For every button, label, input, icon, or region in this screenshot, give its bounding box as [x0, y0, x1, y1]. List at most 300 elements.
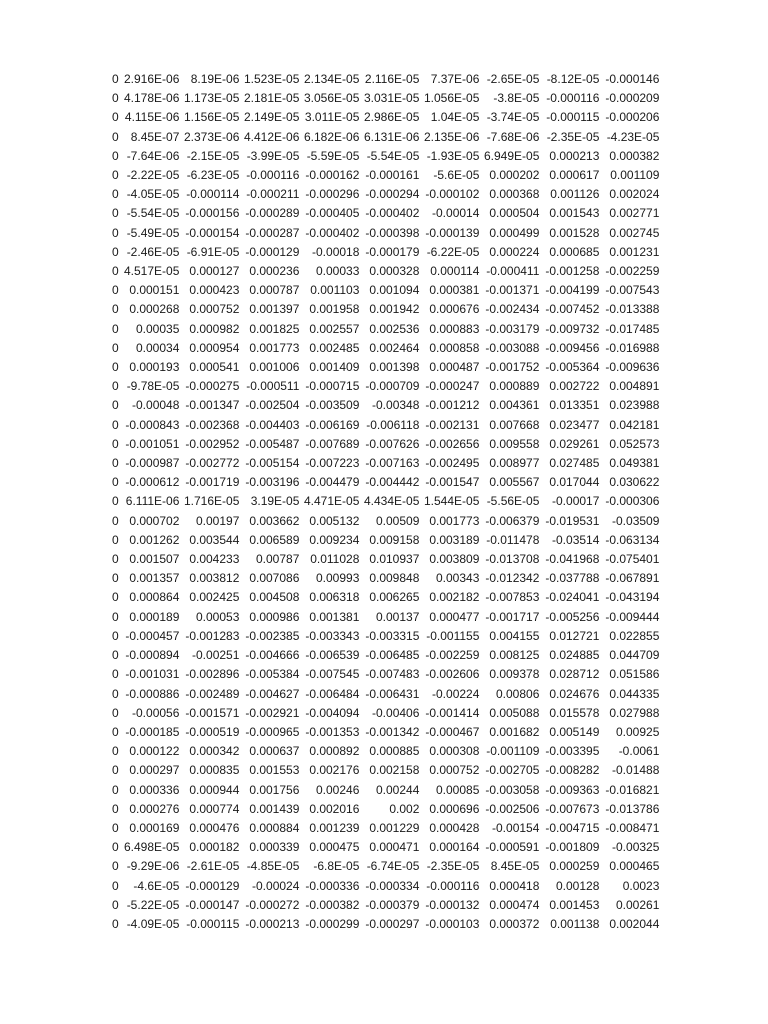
table-cell: -0.000612 [125, 475, 180, 490]
table-cell: 0 [112, 801, 119, 816]
table-cell: -0.000116 [246, 168, 300, 183]
table-cell: -0.007543 [605, 283, 660, 298]
table-row [112, 320, 659, 339]
table-cell: -2.35E-05 [546, 129, 600, 144]
table-cell: 2.986E-05 [364, 110, 420, 125]
table-cell: -0.03514 [552, 532, 600, 547]
table-cell: -0.007223 [305, 456, 360, 471]
table-cell: -0.000116 [546, 91, 600, 106]
table-cell: -5.59E-05 [306, 148, 360, 163]
table-cell: 0 [112, 436, 119, 451]
table-cell: 0.000774 [189, 801, 240, 816]
table-cell: 0.000617 [549, 168, 600, 183]
table-cell: 0.011028 [310, 552, 360, 567]
table-cell: 3.056E-05 [304, 91, 360, 106]
table-cell: 0.000787 [249, 283, 300, 298]
table-cell: -0.001414 [425, 705, 480, 720]
table-cell: -2.46E-05 [126, 244, 180, 259]
table-cell: -0.002259 [425, 648, 480, 663]
table-cell: -3.99E-05 [246, 148, 300, 163]
table-cell: -0.000299 [305, 916, 360, 931]
table-cell: -0.006484 [305, 686, 360, 701]
table-cell: -0.043194 [605, 590, 660, 605]
table-cell: 0.000151 [129, 283, 180, 298]
table-cell: -0.001051 [125, 436, 180, 451]
table-cell: -0.00348 [372, 398, 420, 413]
table-cell: -0.011478 [486, 532, 540, 547]
table-cell: -0.075401 [605, 552, 660, 567]
table-cell: 0.001357 [129, 571, 180, 586]
table-cell: 0.00787 [256, 552, 300, 567]
table-cell: -0.001371 [485, 283, 540, 298]
table-row [112, 761, 659, 780]
table-cell: 0.051586 [609, 667, 660, 682]
table-cell: 0.000372 [489, 916, 540, 931]
table-cell: -0.012342 [485, 571, 540, 586]
table-cell: -0.000115 [186, 916, 240, 931]
table-cell: 0.001439 [249, 801, 300, 816]
table-cell: -0.000519 [185, 724, 240, 739]
table-row [112, 781, 659, 800]
table-cell: -0.000162 [305, 168, 360, 183]
table-cell: 0.000475 [309, 840, 360, 855]
table-cell: 0.001094 [369, 283, 420, 298]
table-cell: 0 [112, 225, 119, 240]
table-cell: -0.000296 [305, 187, 360, 202]
table-cell: -0.000294 [365, 187, 420, 202]
table-row [112, 224, 659, 243]
table-cell: -9.29E-06 [126, 859, 180, 874]
table-cell: -0.00056 [132, 705, 180, 720]
table-cell: 0.000752 [189, 302, 240, 317]
table-cell: 3.19E-05 [250, 494, 300, 509]
table-cell: -0.000336 [305, 878, 360, 893]
table-cell: -1.93E-05 [426, 148, 480, 163]
table-cell: -6.91E-05 [186, 244, 240, 259]
table-cell: -0.000402 [305, 225, 360, 240]
table-cell: 0 [112, 897, 119, 912]
table-cell: 0.00246 [316, 782, 360, 797]
table-cell: -0.005256 [545, 609, 600, 624]
table-cell: 0.000268 [129, 302, 180, 317]
table-cell: 0.000986 [249, 609, 300, 624]
table-cell: 0.003544 [189, 532, 240, 547]
table-cell: 0.0023 [622, 878, 660, 893]
table-cell: 0.009158 [369, 532, 420, 547]
table-cell: -0.009636 [605, 360, 660, 375]
table-cell: 0.001103 [310, 283, 360, 298]
table-cell: 2.116E-05 [364, 72, 420, 86]
table-cell: 0.028712 [549, 667, 600, 682]
table-cell: 0.003189 [429, 532, 480, 547]
table-cell: -4.23E-05 [606, 129, 660, 144]
table-cell: -0.002368 [185, 417, 240, 432]
table-cell: 0.001109 [610, 168, 660, 183]
table-cell: -0.000211 [246, 187, 300, 202]
table-cell: -5.54E-05 [366, 148, 420, 163]
table-cell: -8.12E-05 [546, 72, 600, 86]
table-cell: 0.000336 [129, 782, 180, 797]
table-cell: 0.000858 [429, 340, 480, 355]
table-cell: -6.74E-05 [366, 859, 420, 874]
table-cell: -2.65E-05 [486, 72, 540, 86]
table-cell: -0.019531 [545, 513, 600, 528]
table-cell: 0.000182 [189, 840, 240, 855]
table-cell: 0.000418 [489, 878, 540, 893]
table-cell: -0.004442 [365, 475, 420, 490]
table-cell: 0.005149 [549, 724, 600, 739]
table-cell: -0.002385 [245, 628, 300, 643]
table-cell: -4.85E-05 [246, 859, 300, 874]
table-cell: -0.002131 [425, 417, 480, 432]
table-cell: -0.00018 [312, 244, 360, 259]
table-cell: 0.000259 [549, 859, 600, 874]
table-cell: 0.027988 [609, 705, 660, 720]
table-row [112, 512, 659, 531]
table-cell: 1.523E-05 [244, 72, 300, 86]
table-cell: 0.000892 [309, 744, 360, 759]
table-cell: -0.002259 [605, 264, 660, 279]
table-cell: -0.063134 [605, 532, 660, 547]
table-cell: 0.000864 [129, 590, 180, 605]
table-cell: -0.00251 [192, 648, 240, 663]
table-cell: 6.949E-05 [484, 148, 540, 163]
table-cell: 0.000835 [189, 763, 240, 778]
table-cell: 0 [112, 667, 119, 682]
table-cell: 0 [112, 552, 119, 567]
table-cell: 0.001138 [550, 916, 600, 931]
table-cell: -0.003315 [365, 628, 420, 643]
table-cell: -0.000411 [486, 264, 540, 279]
table-cell: 0.000122 [129, 744, 180, 759]
table-cell: 0.002745 [609, 225, 660, 240]
table-row [112, 358, 659, 377]
table-cell: 0.004891 [609, 379, 660, 394]
data-sheet [112, 70, 672, 934]
table-cell: -0.000129 [245, 244, 300, 259]
table-cell: 0.000944 [189, 782, 240, 797]
table-cell: 0.001507 [129, 552, 180, 567]
table-cell: -0.005364 [545, 360, 600, 375]
table-cell: -0.001347 [185, 398, 240, 413]
table-cell: 0.004155 [489, 628, 540, 643]
table-cell: -0.001719 [185, 475, 240, 490]
table-cell: -0.017485 [605, 321, 660, 336]
table-row [112, 800, 659, 819]
table-cell: 0.001682 [489, 724, 540, 739]
table-cell: 0 [112, 878, 119, 893]
table-cell: -0.009363 [545, 782, 600, 797]
table-cell: -0.008282 [545, 763, 600, 778]
table-cell: 0.002485 [309, 340, 360, 355]
table-cell: -5.54E-05 [126, 206, 180, 221]
table-cell: -0.000115 [546, 110, 600, 125]
table-cell: 0.002044 [609, 916, 660, 931]
table-cell: 0.001398 [369, 360, 420, 375]
table-row [112, 147, 659, 166]
table-cell: -0.000116 [426, 878, 480, 893]
table-cell: 1.716E-05 [184, 494, 240, 509]
table-cell: 0.052573 [609, 436, 660, 451]
table-row [112, 492, 659, 511]
table-cell: -0.000511 [246, 379, 300, 394]
table-row [112, 838, 659, 857]
table-cell: -0.001212 [425, 398, 480, 413]
table-cell: 0.002425 [189, 590, 240, 605]
table-row [112, 588, 659, 607]
table-cell: -0.007689 [305, 436, 360, 451]
table-cell: 0.024885 [549, 648, 600, 663]
table-cell: -0.009732 [545, 321, 600, 336]
table-cell: -2.15E-05 [186, 148, 240, 163]
table-cell: -0.001717 [485, 609, 540, 624]
table-cell: 0.000637 [249, 744, 300, 759]
table-cell: 0.000541 [189, 360, 240, 375]
table-cell: 0.002 [389, 801, 420, 816]
table-row [112, 166, 659, 185]
table-cell: 0.008125 [489, 648, 540, 663]
table-cell: 0.000381 [429, 283, 480, 298]
table-cell: 4.434E-05 [364, 494, 420, 509]
table-cell: 0 [112, 648, 119, 663]
table-cell: 0.000752 [429, 763, 480, 778]
table-cell: 0 [112, 782, 119, 797]
table-cell: 0.003809 [429, 552, 480, 567]
table-cell: 0 [112, 72, 119, 86]
table-row [112, 204, 659, 223]
table-row [112, 723, 659, 742]
table-cell: 0.000428 [429, 820, 480, 835]
table-cell: 1.056E-05 [424, 91, 480, 106]
table-cell: -0.000289 [245, 206, 300, 221]
table-cell: 0.00128 [556, 878, 600, 893]
table-cell: -0.024041 [545, 590, 600, 605]
table-cell: 0.001262 [129, 532, 180, 547]
table-cell: 0.009558 [489, 436, 540, 451]
table-cell: 0.002536 [369, 321, 420, 336]
table-cell: -0.003196 [245, 475, 300, 490]
table-cell: 0.001773 [429, 513, 480, 528]
table-cell: -0.006485 [365, 648, 420, 663]
table-cell: 0.029261 [549, 436, 600, 451]
table-cell: 0.001126 [550, 187, 600, 202]
table-cell: 0.010937 [369, 552, 420, 567]
table-cell: 0 [112, 398, 119, 413]
table-row [112, 857, 659, 876]
table-cell: -0.016988 [605, 340, 660, 355]
table-cell: -0.000209 [605, 91, 660, 106]
table-cell: -0.004403 [245, 417, 300, 432]
table-cell: 0.000474 [489, 897, 540, 912]
table-cell: -0.00017 [552, 494, 600, 509]
table-cell: -7.64E-06 [126, 148, 180, 163]
table-cell: 0.00509 [376, 513, 420, 528]
table-cell: 4.115E-06 [124, 110, 180, 125]
table-cell: -0.000213 [245, 916, 300, 931]
table-cell: -0.001258 [545, 264, 600, 279]
table-cell: 0.000236 [249, 264, 300, 279]
table-cell: 0.000213 [549, 148, 600, 163]
table-cell: 2.373E-06 [184, 129, 240, 144]
table-cell: -0.004715 [545, 820, 600, 835]
table-cell: 0 [112, 475, 119, 490]
table-cell: 0.005567 [489, 475, 540, 490]
table-cell: -0.00024 [252, 878, 300, 893]
table-cell: 0.004508 [249, 590, 300, 605]
table-cell: 1.04E-05 [430, 110, 480, 125]
table-cell: 1.156E-05 [184, 110, 240, 125]
table-cell: -0.006539 [305, 648, 360, 663]
table-cell: -0.000402 [365, 206, 420, 221]
table-row [112, 646, 659, 665]
table-cell: 0.000954 [189, 340, 240, 355]
table-cell: -0.000709 [365, 379, 420, 394]
table-cell: 0.000127 [189, 264, 240, 279]
table-cell: -0.00154 [492, 820, 540, 835]
table-row [112, 915, 659, 934]
table-cell: -0.000185 [125, 724, 180, 739]
data-table [112, 70, 659, 934]
table-cell: 0.022855 [609, 628, 660, 643]
table-cell: -0.006118 [366, 417, 420, 432]
table-cell: 0 [112, 840, 119, 855]
table-cell: -0.007545 [305, 667, 360, 682]
table-row [112, 435, 659, 454]
table-cell: 0.000339 [249, 840, 300, 855]
table-cell: 0.001825 [249, 321, 300, 336]
table-row [112, 550, 659, 569]
table-row [112, 704, 659, 723]
table-cell: 2.916E-06 [124, 72, 180, 86]
table-row [112, 396, 659, 415]
table-cell: 1.544E-05 [424, 494, 480, 509]
table-cell: 0.001381 [309, 609, 360, 624]
table-cell: 0.000114 [430, 264, 480, 279]
table-cell: -2.35E-05 [426, 859, 480, 874]
table-cell: 0 [112, 187, 119, 202]
table-cell: 0.002771 [609, 206, 660, 221]
table-cell: -0.002705 [485, 763, 540, 778]
table-cell: 0.001553 [249, 763, 300, 778]
table-cell: 0 [112, 705, 119, 720]
table-cell: -0.002896 [185, 667, 240, 682]
table-cell: 0.00035 [136, 321, 180, 336]
table-cell: 0.008977 [489, 456, 540, 471]
table-cell: 0.000382 [609, 148, 660, 163]
table-cell: -0.003395 [545, 744, 600, 759]
table-cell: 0.001453 [549, 897, 600, 912]
table-cell: -0.007452 [545, 302, 600, 317]
table-cell: -0.002772 [185, 456, 240, 471]
table-cell: -0.000154 [185, 225, 240, 240]
table-cell: 0.000982 [189, 321, 240, 336]
table-cell: -0.000843 [125, 417, 180, 432]
table-cell: -0.000886 [125, 686, 180, 701]
table-row [112, 185, 659, 204]
table-cell: 0.012721 [549, 628, 600, 643]
table-cell: 3.031E-05 [364, 91, 420, 106]
table-cell: 0.024676 [549, 686, 600, 701]
table-cell: 0.003662 [249, 513, 300, 528]
table-cell: 0.009848 [369, 571, 420, 586]
table-cell: 6.111E-06 [125, 494, 180, 509]
table-cell: 0.001958 [309, 302, 360, 317]
table-row [112, 108, 659, 127]
table-cell: 0.000477 [429, 609, 480, 624]
table-cell: -0.002506 [485, 801, 540, 816]
table-cell: 0 [112, 763, 119, 778]
table-cell: -0.002606 [425, 667, 480, 682]
table-cell: 0 [112, 456, 119, 471]
table-cell: 0.00993 [316, 571, 360, 586]
table-cell: -0.000103 [425, 916, 480, 931]
table-cell: 0.00925 [616, 724, 660, 739]
table-cell: -0.005384 [245, 667, 300, 682]
table-cell: -0.013388 [605, 302, 660, 317]
table-cell: -2.22E-05 [126, 168, 180, 183]
table-cell: 6.182E-06 [304, 129, 360, 144]
table-cell: 0.004361 [489, 398, 540, 413]
table-cell: 0.000487 [429, 360, 480, 375]
table-cell: 0.000202 [489, 168, 540, 183]
table-cell: 0.00261 [616, 897, 660, 912]
table-cell: -0.00048 [132, 398, 180, 413]
table-cell: -0.004094 [305, 705, 360, 720]
table-cell: 0 [112, 264, 119, 279]
table-cell: -0.002434 [485, 302, 540, 317]
table-cell: 0.001528 [549, 225, 600, 240]
table-cell: 6.498E-05 [124, 840, 180, 855]
table-cell: -0.000139 [425, 225, 480, 240]
table-cell: 0.006318 [309, 590, 360, 605]
table-cell: 0.000328 [369, 264, 420, 279]
table-cell: -0.000287 [245, 225, 300, 240]
table-cell: 2.149E-05 [244, 110, 300, 125]
table-cell: 7.37E-06 [430, 72, 480, 86]
table-cell: -6.23E-05 [186, 168, 240, 183]
table-cell: 0.001773 [249, 340, 300, 355]
table-row [112, 281, 659, 300]
table-cell: 8.45E-05 [490, 859, 540, 874]
table-cell: 0 [112, 744, 119, 759]
table-cell: -0.000398 [365, 225, 420, 240]
table-row [112, 473, 659, 492]
table-row [112, 608, 659, 627]
table-cell: -0.000147 [185, 897, 240, 912]
table-cell: 0 [112, 206, 119, 221]
table-cell: -0.001809 [545, 840, 600, 855]
table-cell: 0 [112, 417, 119, 432]
table-cell: 4.178E-06 [124, 91, 180, 106]
table-row [112, 377, 659, 396]
table-cell: -0.000591 [485, 840, 540, 855]
table-row [112, 339, 659, 358]
table-cell: 0.00085 [436, 782, 480, 797]
table-cell: 0.002557 [309, 321, 360, 336]
table-cell: 0.049381 [609, 456, 660, 471]
table-cell: -5.49E-05 [126, 225, 180, 240]
table-cell: 0 [112, 916, 119, 931]
table-row [112, 262, 659, 281]
table-cell: 0.044709 [609, 648, 660, 663]
table-row [112, 89, 659, 108]
table-cell: 0.000471 [369, 840, 420, 855]
table-cell: 0 [112, 494, 119, 509]
table-cell: 0 [112, 379, 119, 394]
table-cell: 0.000342 [189, 744, 240, 759]
table-cell: -0.006169 [305, 417, 360, 432]
table-cell: -0.000247 [425, 379, 480, 394]
